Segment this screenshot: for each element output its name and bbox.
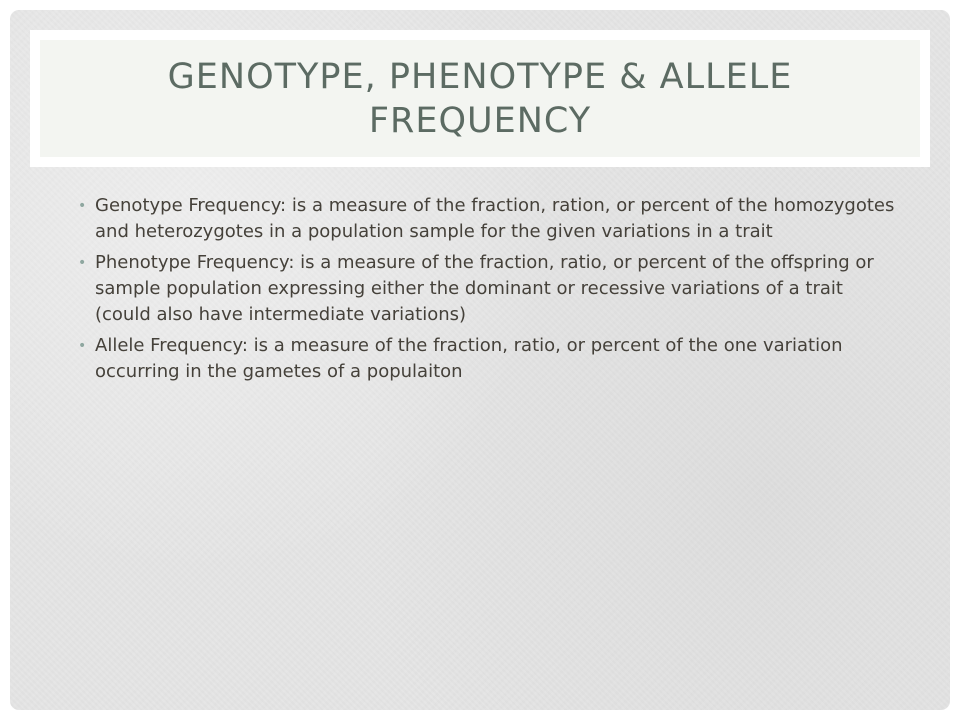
bullet-item-genotype bbox=[78, 193, 898, 245]
bullet-item-allele bbox=[78, 333, 898, 385]
bullet-dot-icon: • bbox=[78, 255, 87, 271]
title-frame bbox=[30, 30, 930, 167]
bullet-dot-icon: • bbox=[78, 198, 87, 214]
bullet-item-phenotype bbox=[78, 250, 898, 328]
slide-title: GENOTYPE, PHENOTYPE & ALLELE FREQUENCY bbox=[167, 56, 793, 141]
bullet-text: Allele Frequency: is a measure of the fraction, ratio, or percent of the one variation occurring in the gametes of a populaiton bbox=[95, 335, 843, 382]
bullet-text: Phenotype Frequency: is a measure of the fraction, ratio, or percent of the offspring or sample population expressing either the dominant or recessive variations of a trait (could also have intermediate variations) bbox=[95, 252, 874, 325]
bullet-list bbox=[78, 193, 898, 390]
title-box bbox=[40, 40, 920, 157]
bullet-dot-icon: • bbox=[78, 338, 87, 354]
slide bbox=[10, 10, 950, 710]
bullet-text: Genotype Frequency: is a measure of the fraction, ration, or percent of the homozygotes and heterozygotes in a population sample for the given variations in a trait bbox=[95, 195, 895, 242]
